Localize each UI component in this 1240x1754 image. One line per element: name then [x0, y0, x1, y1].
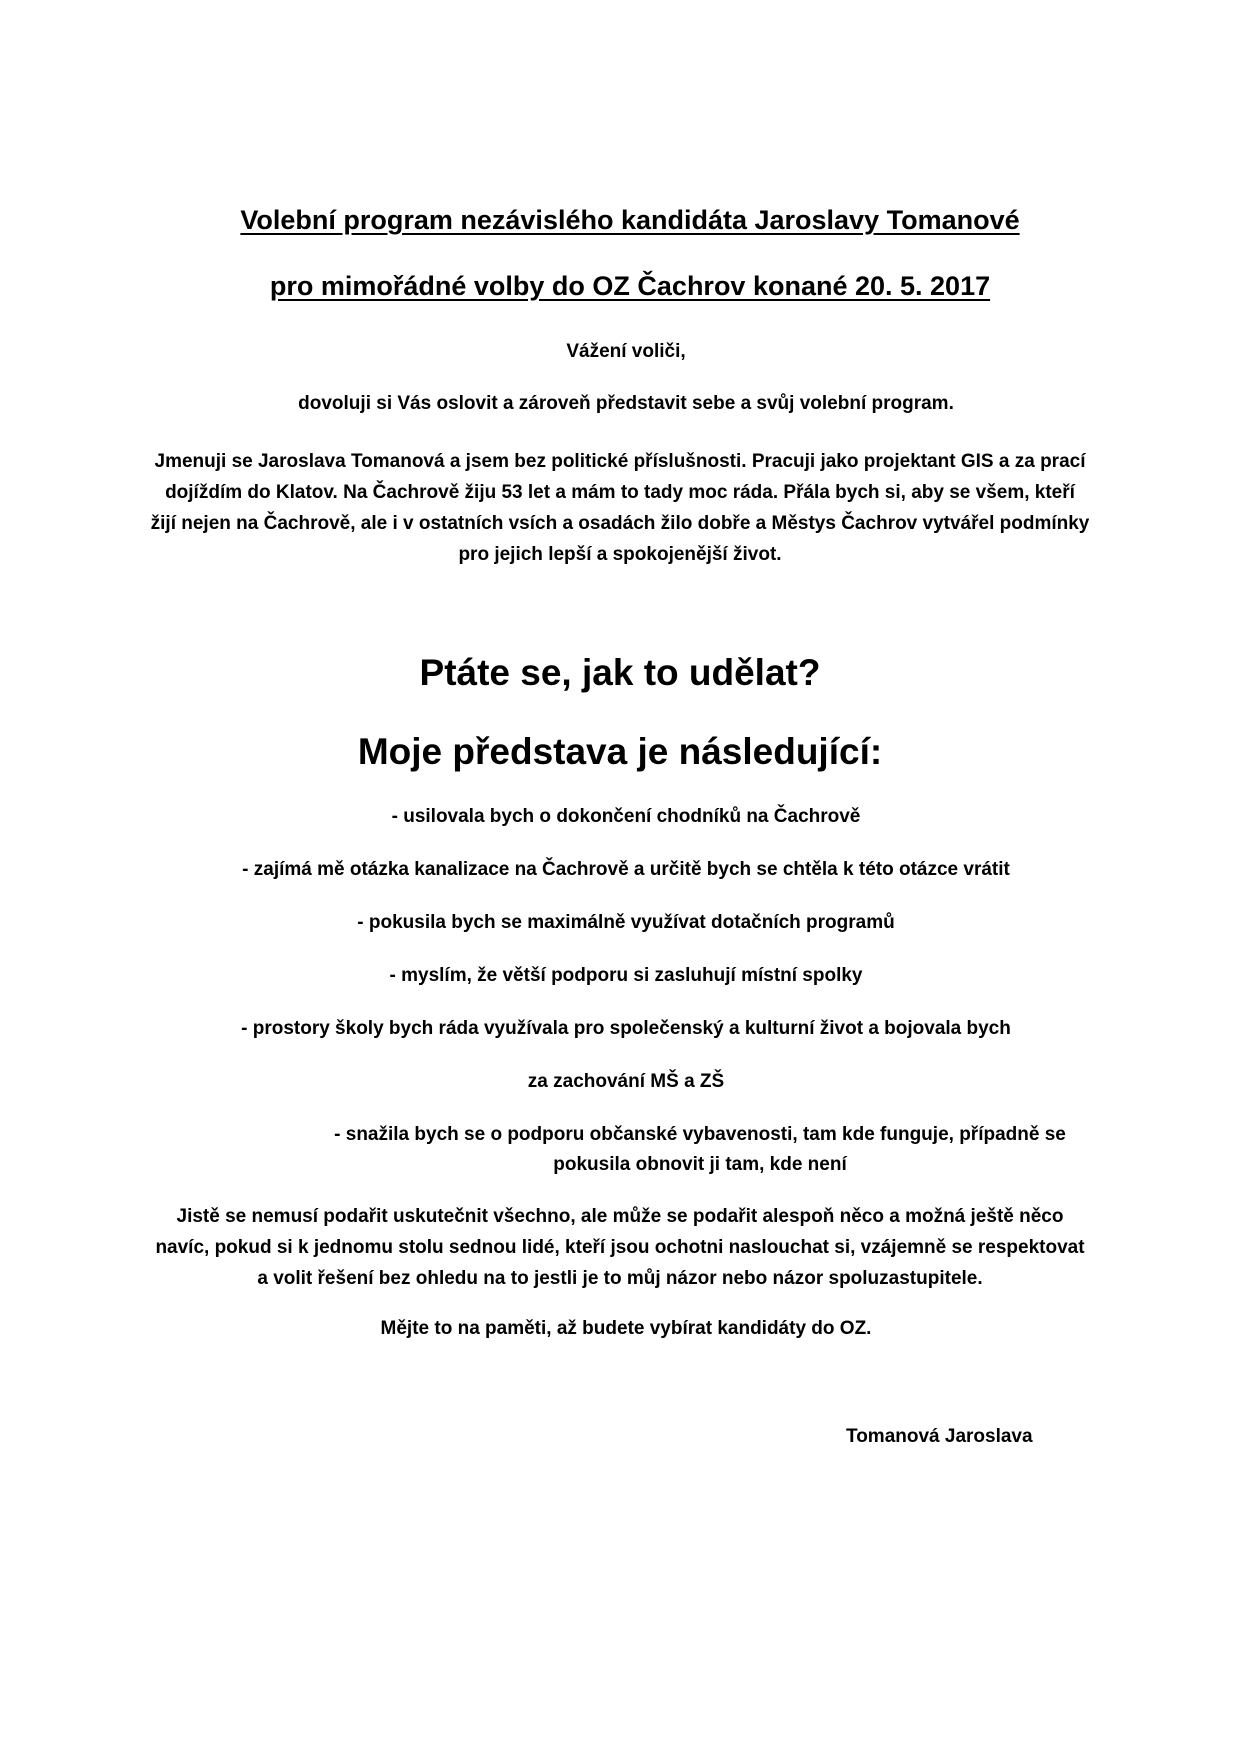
reminder-sentence: Mějte to na paměti, až budete vybírat kandidáty do OZ.	[380, 1318, 872, 1339]
signature: Tomanová Jaroslava	[846, 1426, 1033, 1447]
program-point: - prostory školy bych ráda využívala pro společenský a kulturní život a bojovala bych	[241, 1018, 1011, 1039]
document-title-line-2: pro mimořádné volby do OZ Čachrov konané 20. 5. 2017	[269, 271, 991, 301]
program-point: - snažila bych se o podporu občanské vybavenosti, tam kde funguje, případně se pokusila obnovit ji tam, kde není	[334, 1124, 1066, 1175]
question-heading: Ptáte se, jak to udělat?	[419, 652, 821, 693]
program-point: - pokusila bych se maximálně využívat dotačních programů	[357, 912, 895, 933]
program-point: - myslím, že větší podporu si zasluhují místní spolky	[389, 965, 863, 986]
program-point: - zajímá mě otázka kanalizace na Čachrově a určitě bych se chtěla k této otázce vrátit	[242, 859, 1010, 880]
program-point-continuation: za zachování MŠ a ZŠ	[527, 1071, 725, 1092]
program-point: - usilovala bych o dokončení chodníků na Čachrově	[391, 806, 861, 827]
vision-heading: Moje představa je následující:	[357, 731, 883, 772]
about-paragraph: Jmenuji se Jaroslava Tomanová a jsem bez politické příslušnosti. Pracuji jako projektant GIS a za prací dojíždím do Klatov. Na Čachrově žiju 53 let a mám to tady moc ráda. Přála bych si, aby se všem, kteří žijí nejen na Čachrově, ale i v ostatních vsích a osadách žilo dobře a Městys Čachrov vytvářel podmínky pro jejich lepší a spokojenější život.	[150, 451, 1090, 565]
closing-paragraph: Jistě se nemusí podařit uskutečnit všechno, ale může se podařit alespoň něco a možná ještě něco navíc, pokud si k jednomu stolu sednou lidé, kteří jsou ochotni naslouchat si, vzájemně se respektovat a volit řešení bez ohledu na to jestli je to můj názor nebo názor spoluzastupitele.	[155, 1206, 1085, 1289]
intro-sentence: dovoluji si Vás oslovit a zároveň představit sebe a svůj volební program.	[298, 393, 954, 414]
document-title-line-1: Volební program nezávislého kandidáta Jaroslavy Tomanové	[240, 205, 1020, 235]
greeting: Vážení voliči,	[566, 341, 686, 362]
